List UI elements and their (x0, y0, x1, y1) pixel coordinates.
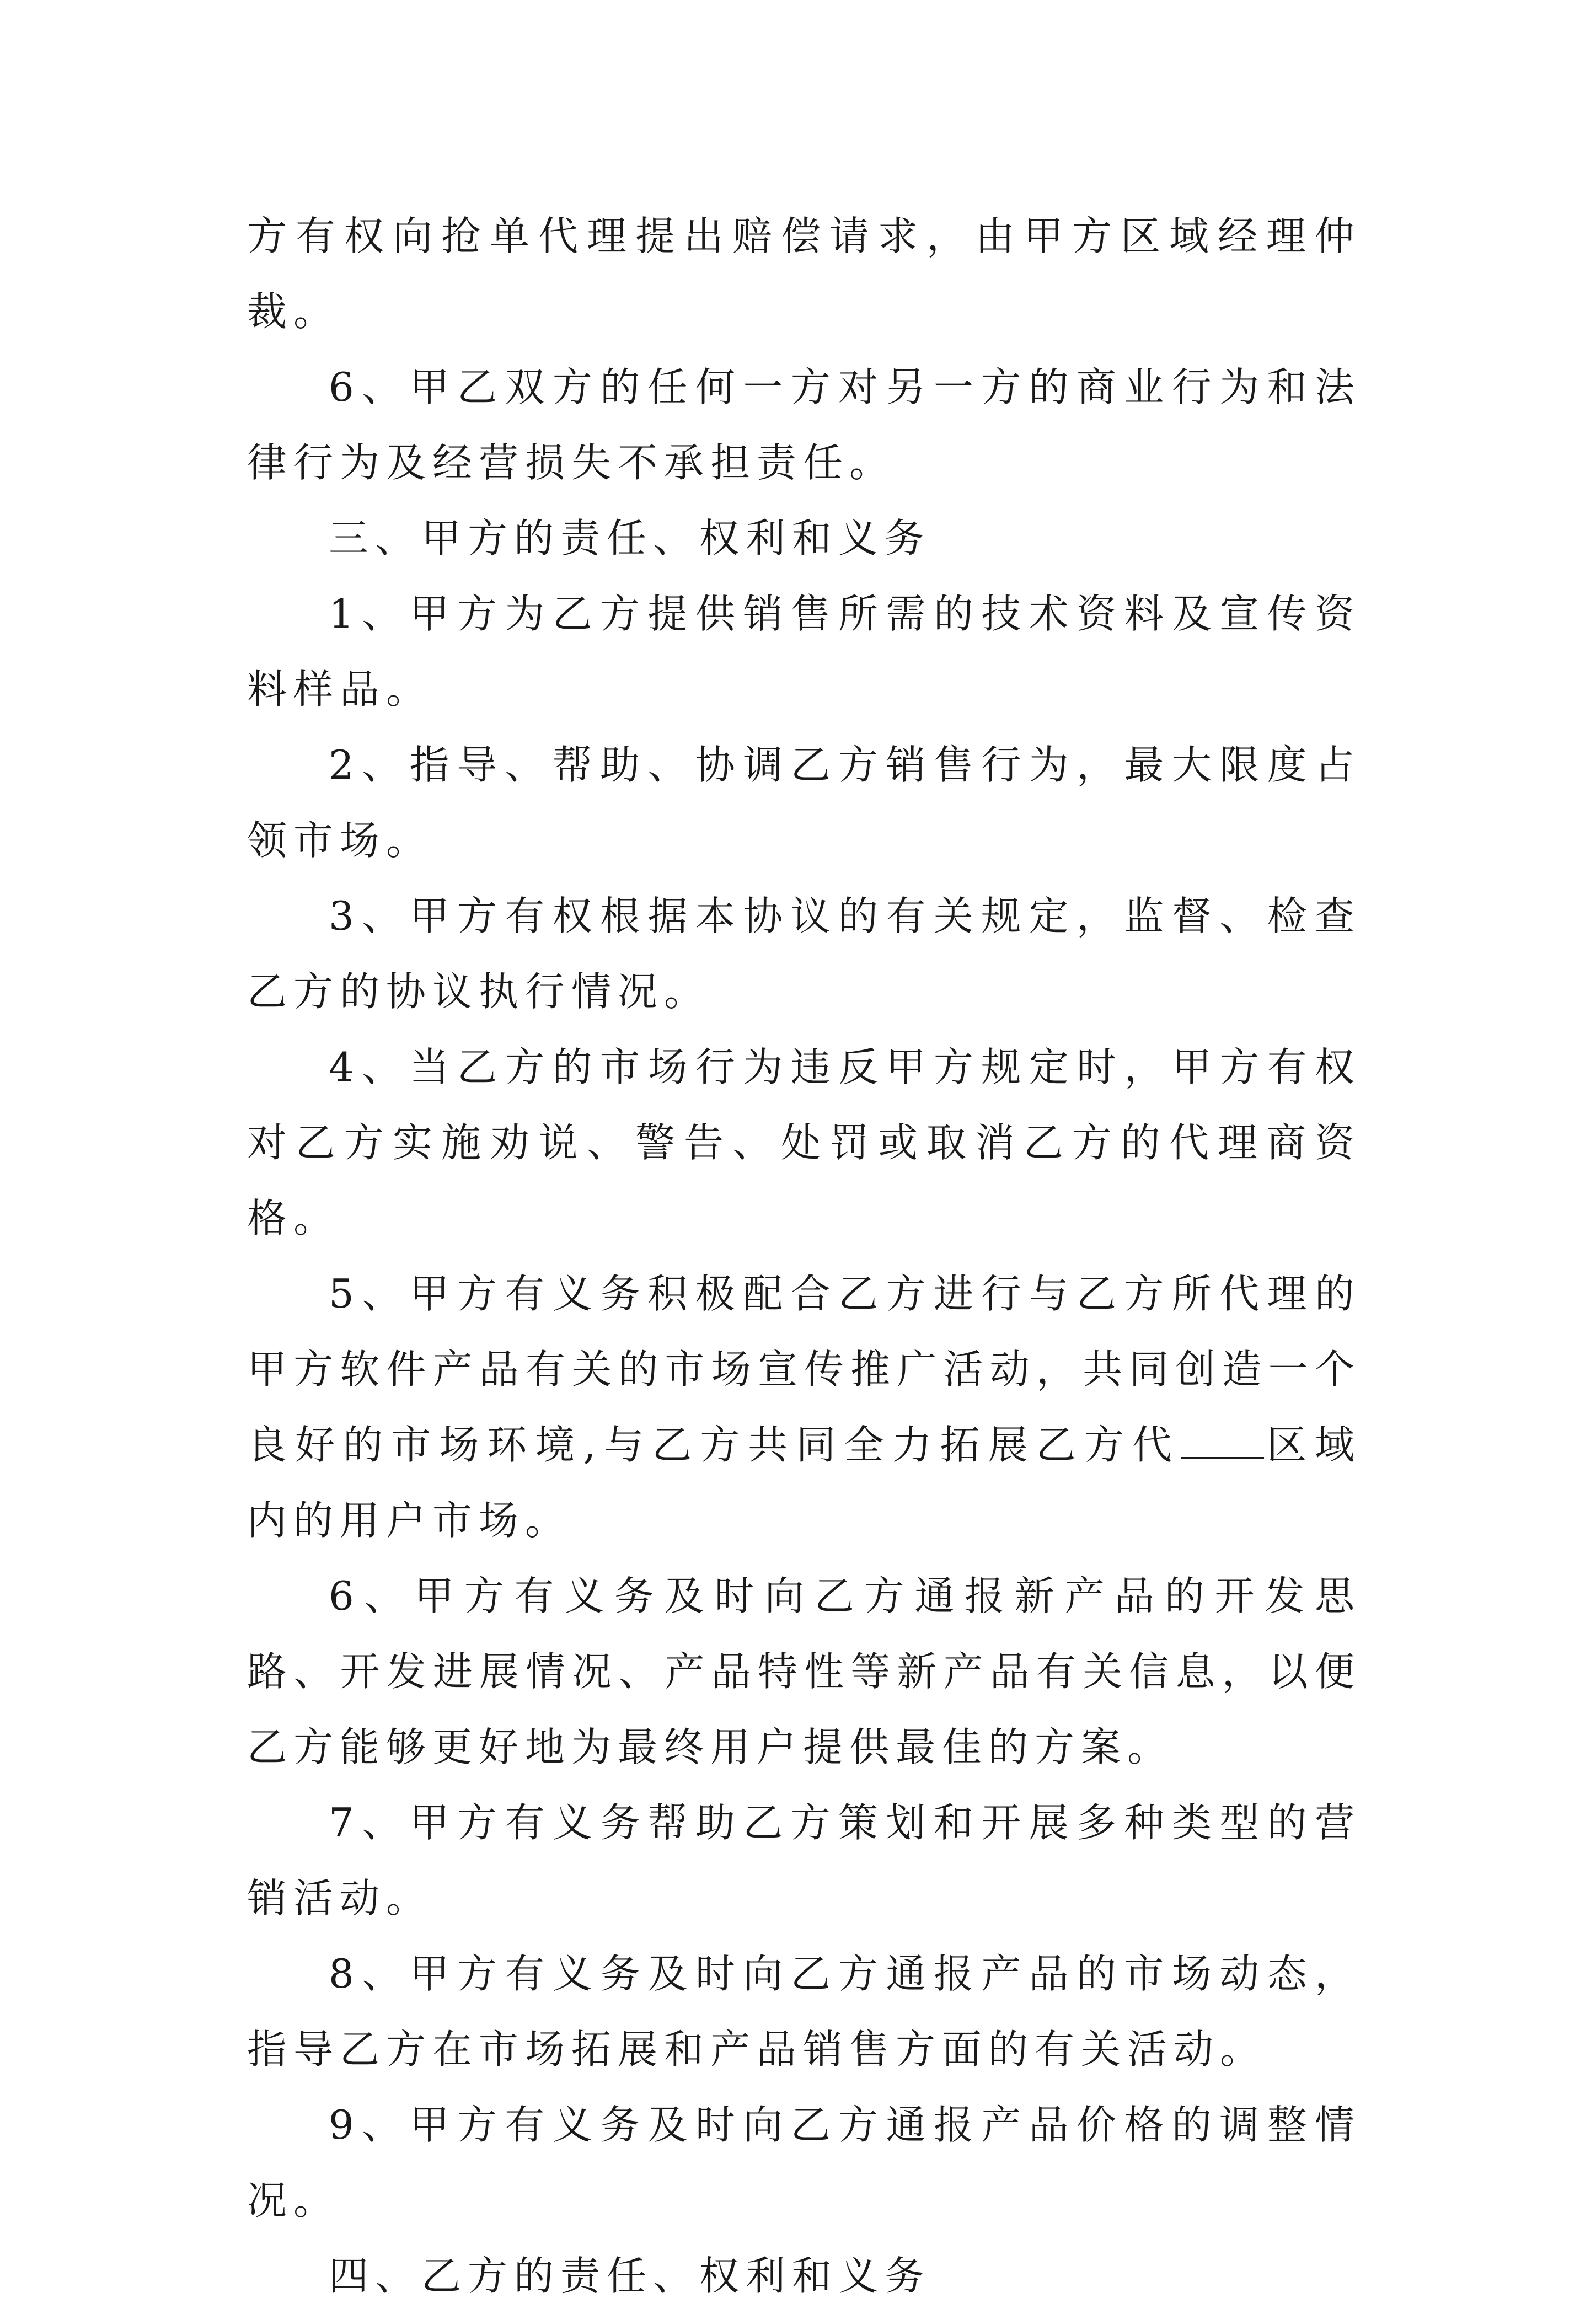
paragraph-clause-1: 1、甲方为乙方提供销售所需的技术资料及宣传资料样品。 (247, 591, 1361, 713)
paragraph-clause-9: 9、甲方有义务及时向乙方通报产品价格的调整情况。 (247, 2102, 1361, 2224)
fill-in-blank (1181, 1424, 1264, 1459)
section-heading-4: 四、乙方的责任、权利和义务 (329, 2253, 931, 2299)
paragraph-continuation: 方有权向抢单代理提出赔偿请求，由甲方区域经理仲裁。 (247, 213, 1361, 335)
paragraph-clause-6: 6、甲方有义务及时向乙方通报新产品的开发思路、开发进展情况、产品特性等新产品有关信息，以便乙方能够更好地为最终用户提供最佳的方案。 (247, 1573, 1361, 1770)
document-body (247, 199, 1361, 2314)
paragraph-clause-2: 2、指导、帮助、协调乙方销售行为，最大限度占领市场。 (247, 742, 1361, 864)
paragraph-clause-3: 3、甲方有权根据本协议的有关规定，监督、检查乙方的协议执行情况。 (247, 893, 1361, 1015)
paragraph-clause-8: 8、甲方有义务及时向乙方通报产品的市场动态，指导乙方在市场拓展和产品销售方面的有关活动。 (247, 1951, 1361, 2072)
paragraph-clause-5 (247, 1256, 1361, 1558)
clause-5-text-before: 5、甲方有义务积极配合乙方进行与乙方所代理的甲方软件产品有关的市场宣传推广活动，共同创造一个良好的市场环境,与乙方共同全力拓展乙方代 (247, 1271, 1361, 1468)
paragraph-clause-7: 7、甲方有义务帮助乙方策划和开展多种类型的营销活动。 (247, 1799, 1361, 1921)
clause-5-text-after: 区域内的用户市场。 (247, 1422, 1361, 1544)
paragraph-clause-6-liability: 6、甲乙双方的任何一方对另一方的商业行为和法律行为及经营损失不承担责任。 (247, 364, 1361, 486)
paragraph-clause-4: 4、当乙方的市场行为违反甲方规定时，甲方有权对乙方实施劝说、警告、处罚或取消乙方的代理商资格。 (247, 1044, 1361, 1241)
section-heading-3: 三、甲方的责任、权利和义务 (329, 515, 931, 561)
